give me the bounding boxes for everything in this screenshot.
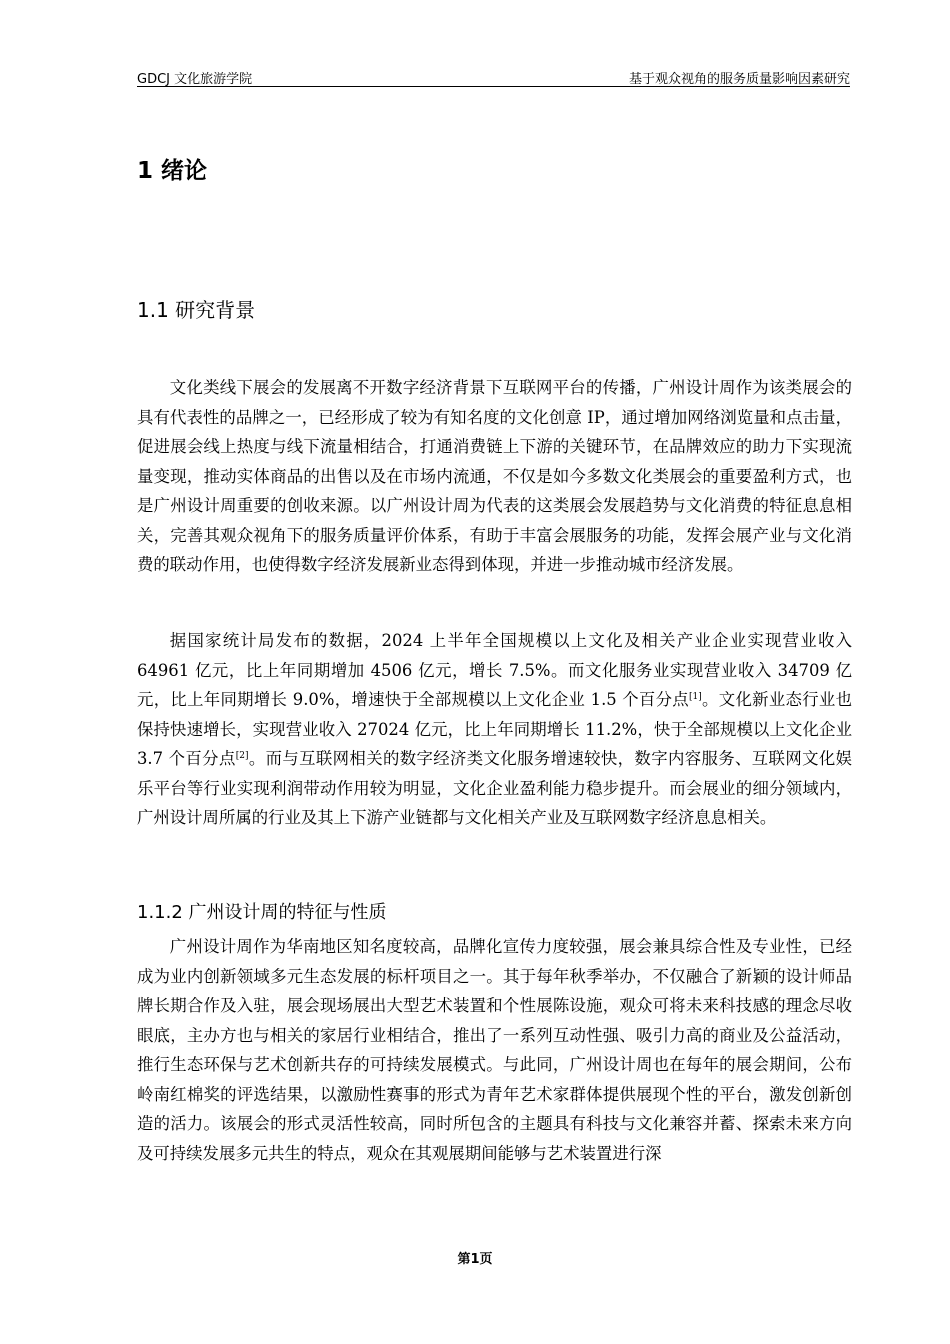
section-title: 1.1 研究背景 xyxy=(137,298,256,322)
paragraph-2-part-b: 。文化新业态行业也保持快速增长，实现营业收入 27024 亿元，比上年同期增长 11.2%，快于全部规模以上文化企业 3.7 个百分点 xyxy=(137,690,852,768)
paragraph-1: 文化类线下展会的发展离不开数字经济背景下互联网平台的传播，广州设计周作为该类展会的具有代表性的品牌之一，已经形成了较为有知名度的文化创意 IP，通过增加网络浏览量和点击量，促进展会线上热度与线下流量相结合，打通消费链上下游的关键环节，在品牌效应的助力下实现流量变现，推动实体商品的出售以及在市场内流通，不仅是如今多数文化类展会的重要盈利方式，也是广州设计周重要的创收来源。以广州设计周为代表的这类展会发展趋势与文化消费的特征息息相关，完善其观众视角下的服务质量评价体系，有助于丰富会展服务的功能，发挥会展产业与文化消费的联动作用，也使得数字经济发展新业态得到体现，并进一步推动城市经济发展。 xyxy=(137,378,852,574)
header-thesis-title: 基于观众视角的服务质量影响因素研究 xyxy=(628,72,850,87)
citation-2: [2] xyxy=(235,751,249,761)
chapter-title: 1 绪论 xyxy=(137,158,208,184)
paragraph-3: 广州设计周作为华南地区知名度较高，品牌化宣传力度较强，展会兼具综合性及专业性，已经成为业内创新领域多元生态发展的标杆项目之一。其于每年秋季举办，不仅融合了新颖的设计师品牌长期合作及入驻，展会现场展出大型艺术装置和个性展陈设施，观众可将未来科技感的理念尽收眼底，主办方也与相关的家居行业相结合，推出了一系列互动性强、吸引力高的商业及公益活动，推行生态环保与艺术创新共存的可持续发展模式。与此同，广州设计周也在每年的展会期间，公布岭南红棉奖的评选结果，以激励性赛事的形式为青年艺术家群体提供展现个性的平台，激发创新创造的活力。该展会的形式灵活性较高，同时所包含的主题具有科技与文化兼容并蓄、探索未来方向及可持续发展多元共生的特点，观众在其观展期间能够与艺术装置进行深 xyxy=(137,937,852,1163)
header-school: GDCJ 文化旅游学院 xyxy=(137,72,253,87)
subsection-title: 1.1.2 广州设计周的特征与性质 xyxy=(137,902,387,923)
page-header xyxy=(137,66,850,87)
paragraph-2-part-a: 据国家统计局发布的数据，2024 上半年全国规模以上文化及相关产业企业实现营业收入 64961 亿元，比上年同期增加 4506 亿元，增长 7.5%。而文化服务业实现营业收入 34709 亿元，比上年同期增长 9.0%，增速快于全部规模以上文化企业 1.5 个百分点 xyxy=(137,631,852,709)
paragraph-2 xyxy=(137,626,852,833)
citation-1: [1] xyxy=(689,692,702,702)
page-number: 第1页 xyxy=(457,1252,493,1267)
paragraph-2-part-c: 。而与互联网相关的数字经济类文化服务增速较快，数字内容服务、互联网文化娱乐平台等行业实现利润带动作用较为明显，文化企业盈利能力稳步提升。而会展业的细分领域内，广州设计周所属的行业及其上下游产业链都与文化相关产业及互联网数字经济息息相关。 xyxy=(137,749,853,827)
